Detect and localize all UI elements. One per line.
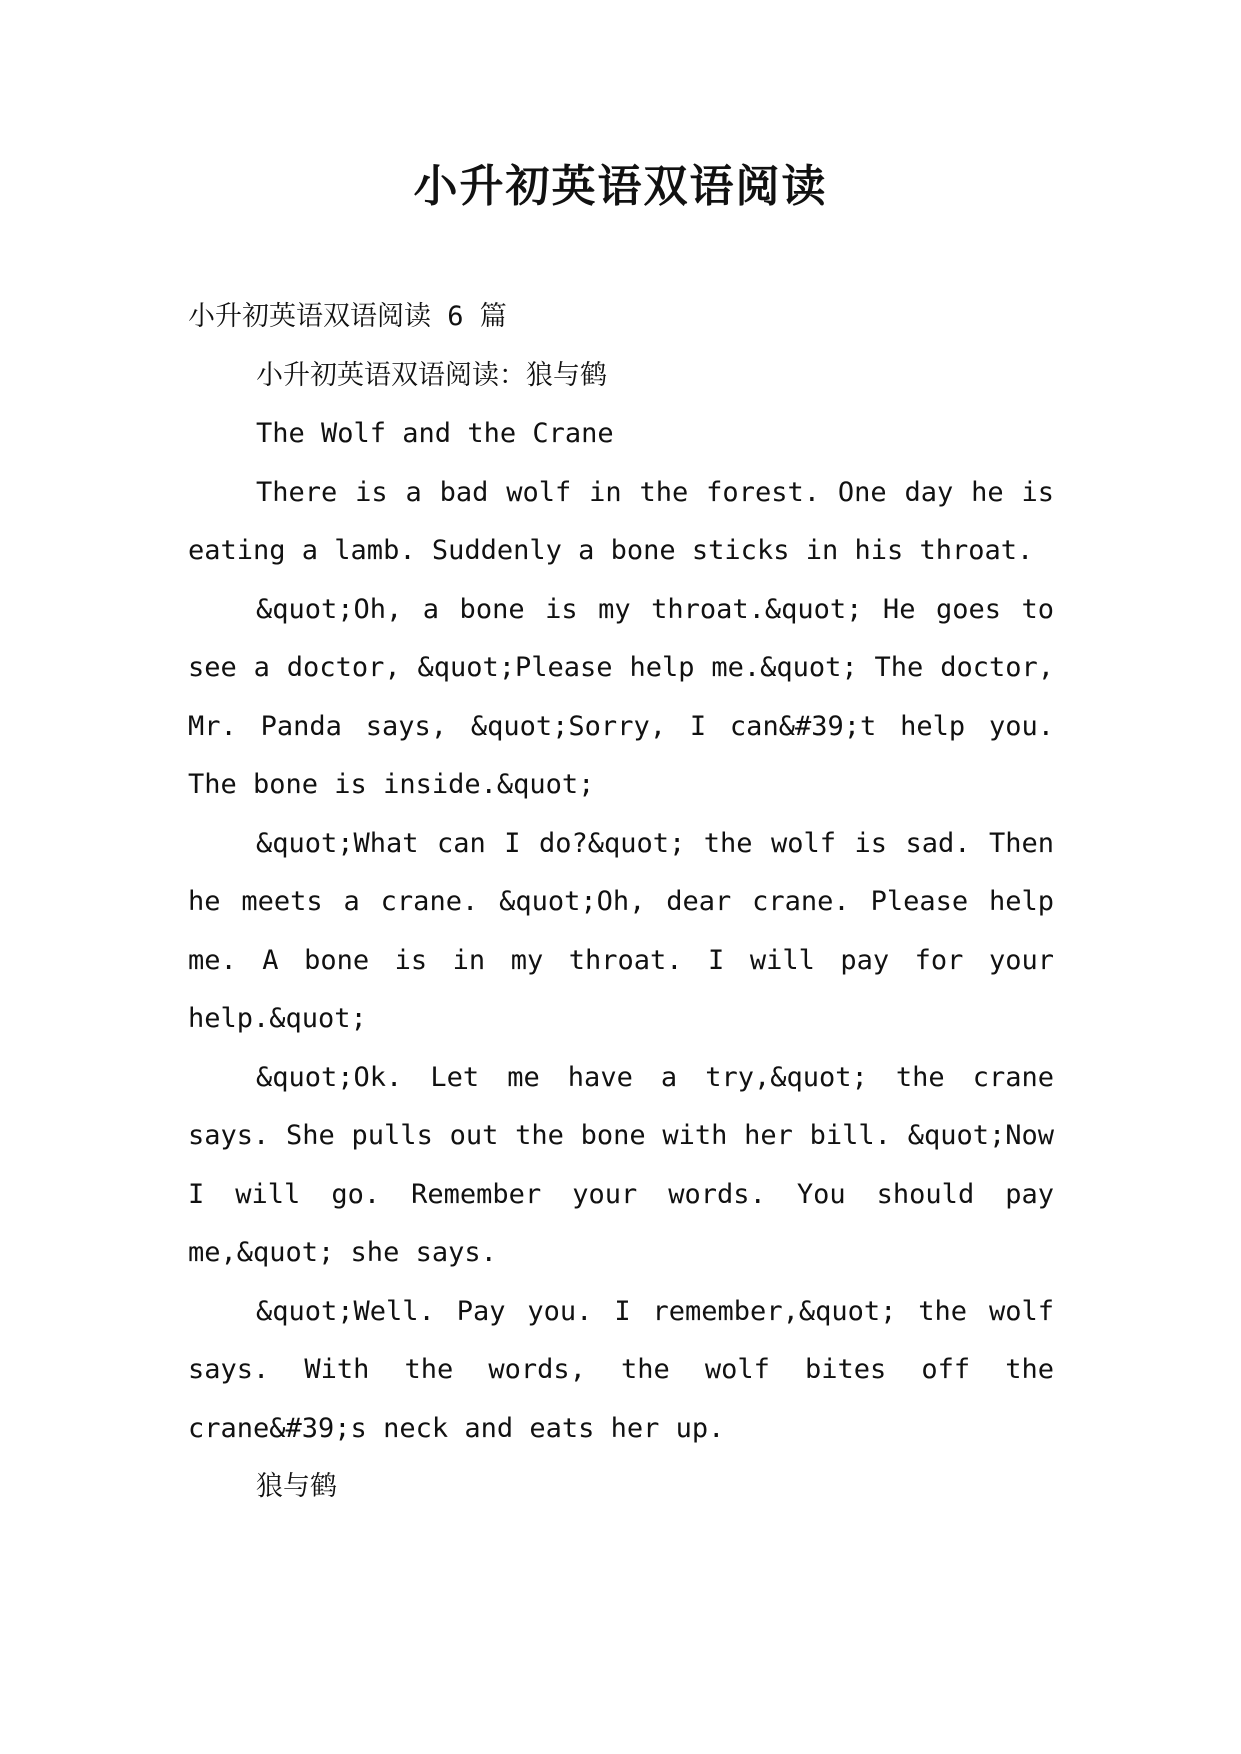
document-title: 小升初英语双语阅读 — [413, 161, 828, 212]
story-paragraph: There is a bad wolf in the forest. One day he is eating a lamb. Suddenly a bone sticks in his throat. — [188, 476, 1054, 566]
section-heading: 小升初英语双语阅读：狼与鹤 — [256, 359, 607, 391]
story-title-english: The Wolf and the Crane — [256, 418, 614, 449]
document-subtitle: 小升初英语双语阅读 6 篇 — [188, 301, 507, 332]
story-paragraph: &quot;Well. Pay you. I remember,&quot; the wolf says. With the words, the wolf bites off the crane&#39;s neck and eats her up. — [188, 1295, 1054, 1444]
story-paragraph: &quot;Ok. Let me have a try,&quot; the crane says. She pulls out the bone with her bill. &quot;Now I will go. Remember your words. You should pay me,&quot; she says. — [188, 1061, 1054, 1268]
story-title-chinese: 狼与鹤 — [256, 1471, 337, 1502]
document-body — [188, 288, 1054, 1517]
story-paragraph: &quot;What can I do?&quot; the wolf is sad. Then he meets a crane. &quot;Oh, dear crane. Please help me. A bone is in my throat. I will pay for your help.&quot; — [188, 827, 1054, 1034]
story-paragraph: &quot;Oh, a bone is my throat.&quot; He goes to see a doctor, &quot;Please help me.&quot; The doctor, Mr. Panda says, &quot;Sorry, I can&#39;t help you. The bone is inside.&quot; — [188, 593, 1054, 800]
